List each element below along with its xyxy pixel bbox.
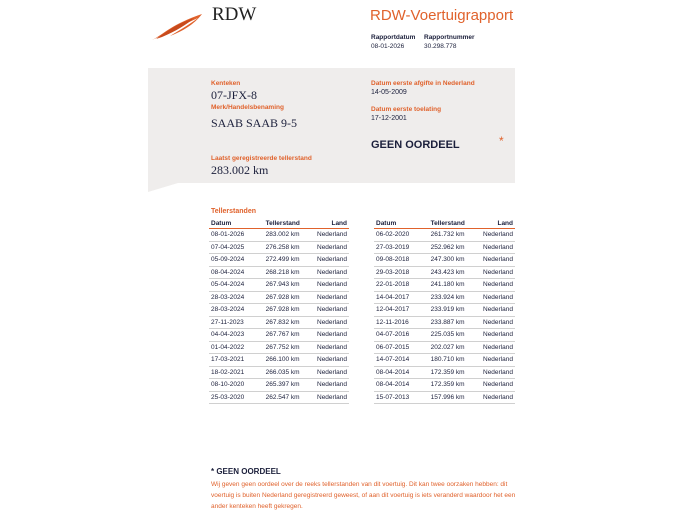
eerste-afgifte-value: 14-05-2009 xyxy=(371,89,407,96)
row-datum: 17-03-2021 xyxy=(209,354,264,367)
row-land: Nederland xyxy=(315,354,349,367)
kenteken-value: 07-JFX-8 xyxy=(211,88,258,102)
row-tellerstand: 202.027 km xyxy=(429,341,481,354)
row-datum: 29-03-2018 xyxy=(374,266,429,279)
row-tellerstand: 172.359 km xyxy=(429,366,481,379)
merk-label: Merk/Handelsbenaming xyxy=(211,104,284,111)
col-tellerstand: Tellerstand xyxy=(429,218,481,229)
row-datum: 12-11-2016 xyxy=(374,316,429,329)
row-tellerstand: 266.100 km xyxy=(264,354,315,367)
laatste-tellerstand-label: Laatst geregistreerde tellerstand xyxy=(211,155,312,162)
row-datum: 28-03-2024 xyxy=(209,304,264,317)
row-datum: 05-04-2024 xyxy=(209,279,264,292)
row-tellerstand: 283.002 km xyxy=(264,229,315,242)
row-tellerstand: 157.996 km xyxy=(429,391,481,404)
row-land: Nederland xyxy=(481,229,515,242)
row-datum: 14-04-2017 xyxy=(374,291,429,304)
row-datum: 06-07-2015 xyxy=(374,341,429,354)
row-tellerstand: 267.752 km xyxy=(264,341,315,354)
row-land: Nederland xyxy=(481,379,515,392)
eerste-afgifte-label: Datum eerste afgifte in Nederland xyxy=(371,80,475,87)
row-land: Nederland xyxy=(481,291,515,304)
row-land: Nederland xyxy=(481,316,515,329)
eerste-toelating-value: 17-12-2001 xyxy=(371,115,407,122)
row-tellerstand: 272.499 km xyxy=(264,254,315,267)
row-tellerstand: 267.928 km xyxy=(264,291,315,304)
row-datum: 14-07-2014 xyxy=(374,354,429,367)
table-row xyxy=(374,291,515,304)
row-tellerstand: 267.767 km xyxy=(264,329,315,342)
oordeel-star: * xyxy=(499,134,504,148)
eerste-toelating-label: Datum eerste toelating xyxy=(371,106,442,113)
row-datum: 22-01-2018 xyxy=(374,279,429,292)
row-land: Nederland xyxy=(481,341,515,354)
col-land: Land xyxy=(315,218,349,229)
table-row xyxy=(209,316,349,329)
brand-name: RDW xyxy=(212,4,257,25)
row-tellerstand: 233.924 km xyxy=(429,291,481,304)
table-row xyxy=(209,354,349,367)
row-land: Nederland xyxy=(315,291,349,304)
rdw-logo-icon xyxy=(150,10,206,42)
row-tellerstand: 241.180 km xyxy=(429,279,481,292)
row-land: Nederland xyxy=(315,366,349,379)
row-datum: 07-04-2025 xyxy=(209,241,264,254)
row-land: Nederland xyxy=(481,304,515,317)
row-tellerstand: 225.035 km xyxy=(429,329,481,342)
row-datum: 08-01-2026 xyxy=(209,229,264,242)
table-row xyxy=(374,379,515,392)
row-tellerstand: 180.710 km xyxy=(429,354,481,367)
table-row xyxy=(209,291,349,304)
row-land: Nederland xyxy=(481,354,515,367)
report-date-label: Rapportdatum xyxy=(371,34,416,41)
row-land: Nederland xyxy=(315,316,349,329)
table-row xyxy=(374,316,515,329)
tellerstanden-title: Tellerstanden xyxy=(211,208,256,215)
row-land: Nederland xyxy=(481,266,515,279)
footnote-line: Wij geven geen oordeel over de reeks tellerstanden van dit voertuig. Dit kan twee oorzaken hebben: dit xyxy=(211,481,508,488)
row-tellerstand: 252.962 km xyxy=(429,241,481,254)
row-land: Nederland xyxy=(481,391,515,404)
col-land: Land xyxy=(481,218,515,229)
row-datum: 15-07-2013 xyxy=(374,391,429,404)
row-land: Nederland xyxy=(315,341,349,354)
table-row xyxy=(374,304,515,317)
row-land: Nederland xyxy=(315,241,349,254)
laatste-tellerstand-value: 283.002 km xyxy=(211,163,269,177)
table-row xyxy=(209,266,349,279)
kenteken-label: Kenteken xyxy=(211,80,241,87)
row-land: Nederland xyxy=(481,241,515,254)
merk-value: SAAB SAAB 9-5 xyxy=(211,116,298,130)
row-land: Nederland xyxy=(315,266,349,279)
table-row xyxy=(374,366,515,379)
row-tellerstand: 261.732 km xyxy=(429,229,481,242)
row-datum: 18-02-2021 xyxy=(209,366,264,379)
oordeel-status: GEEN OORDEEL xyxy=(371,139,460,151)
row-tellerstand: 233.919 km xyxy=(429,304,481,317)
row-land: Nederland xyxy=(481,366,515,379)
panel-notch xyxy=(148,183,178,192)
row-tellerstand: 247.300 km xyxy=(429,254,481,267)
table-row xyxy=(209,304,349,317)
row-datum: 05-09-2024 xyxy=(209,254,264,267)
row-land: Nederland xyxy=(315,304,349,317)
footnote-line: voertuig is buiten Nederland geregistreerd geweest, of aan dit voertuig is iets veranderd waardoor het een xyxy=(211,492,516,499)
row-datum: 28-03-2024 xyxy=(209,291,264,304)
tellerstanden-table-right xyxy=(374,218,515,404)
row-land: Nederland xyxy=(315,391,349,404)
row-tellerstand: 267.928 km xyxy=(264,304,315,317)
row-land: Nederland xyxy=(481,279,515,292)
row-datum: 08-10-2020 xyxy=(209,379,264,392)
row-datum: 27-03-2019 xyxy=(374,241,429,254)
row-datum: 09-08-2018 xyxy=(374,254,429,267)
table-row xyxy=(209,379,349,392)
footnote-title: * GEEN OORDEEL xyxy=(211,467,281,476)
row-land: Nederland xyxy=(481,254,515,267)
row-datum: 08-04-2014 xyxy=(374,366,429,379)
table-row xyxy=(374,279,515,292)
table-row xyxy=(209,329,349,342)
row-datum: 27-11-2023 xyxy=(209,316,264,329)
row-tellerstand: 243.423 km xyxy=(429,266,481,279)
table-row xyxy=(374,341,515,354)
report-number-label: Rapportnummer xyxy=(424,34,475,41)
footnote-line: ander kenteken heeft gekregen. xyxy=(211,503,303,510)
row-tellerstand: 267.943 km xyxy=(264,279,315,292)
row-tellerstand: 233.887 km xyxy=(429,316,481,329)
row-datum: 12-04-2017 xyxy=(374,304,429,317)
report-date-value: 08-01-2026 xyxy=(371,43,405,50)
row-tellerstand: 267.832 km xyxy=(264,316,315,329)
col-datum: Datum xyxy=(374,218,429,229)
table-row xyxy=(209,341,349,354)
report-title: RDW-Voertuigrapport xyxy=(370,7,514,24)
row-datum: 08-04-2024 xyxy=(209,266,264,279)
row-tellerstand: 268.218 km xyxy=(264,266,315,279)
table-row xyxy=(374,229,515,242)
row-tellerstand: 266.035 km xyxy=(264,366,315,379)
row-tellerstand: 262.547 km xyxy=(264,391,315,404)
table-row xyxy=(209,254,349,267)
row-land: Nederland xyxy=(481,329,515,342)
table-row xyxy=(374,266,515,279)
table-row xyxy=(209,366,349,379)
table-row xyxy=(209,229,349,242)
table-row xyxy=(374,391,515,404)
tellerstanden-table-left xyxy=(209,218,349,404)
row-land: Nederland xyxy=(315,229,349,242)
table-row xyxy=(209,391,349,404)
col-datum: Datum xyxy=(209,218,264,229)
table-row xyxy=(209,241,349,254)
row-land: Nederland xyxy=(315,279,349,292)
row-datum: 04-04-2023 xyxy=(209,329,264,342)
row-land: Nederland xyxy=(315,254,349,267)
row-datum: 01-04-2022 xyxy=(209,341,264,354)
row-land: Nederland xyxy=(315,379,349,392)
row-datum: 06-02-2020 xyxy=(374,229,429,242)
row-tellerstand: 265.397 km xyxy=(264,379,315,392)
table-row xyxy=(209,279,349,292)
row-land: Nederland xyxy=(315,329,349,342)
col-tellerstand: Tellerstand xyxy=(264,218,315,229)
report-number-value: 30.298.778 xyxy=(424,43,457,50)
table-row xyxy=(374,254,515,267)
table-row xyxy=(374,241,515,254)
row-tellerstand: 172.359 km xyxy=(429,379,481,392)
row-datum: 04-07-2016 xyxy=(374,329,429,342)
row-datum: 08-04-2014 xyxy=(374,379,429,392)
row-datum: 25-03-2020 xyxy=(209,391,264,404)
footnote-text xyxy=(211,479,521,512)
table-row xyxy=(374,354,515,367)
table-row xyxy=(374,329,515,342)
row-tellerstand: 276.258 km xyxy=(264,241,315,254)
